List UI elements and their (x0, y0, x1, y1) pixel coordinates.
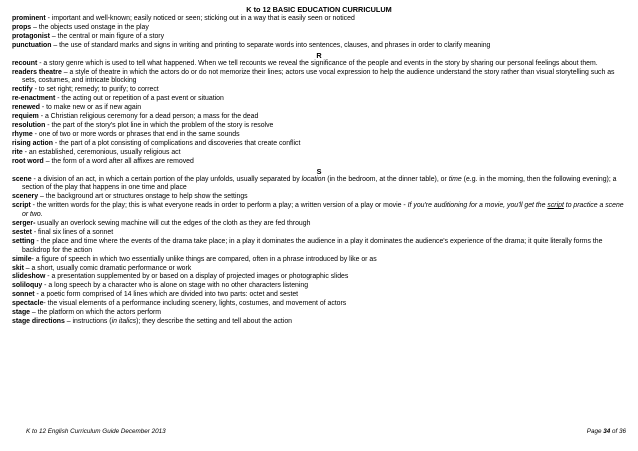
glossary-separator: – (23, 264, 32, 272)
glossary-term: scene (12, 175, 32, 183)
glossary-emphasis: time (448, 175, 462, 183)
glossary-separator: - (52, 139, 60, 147)
glossary-definition: a long speech by a character who is alone on stage with no other characters listening (48, 282, 309, 290)
glossary-definition: (in the bedroom, at the dinner table), or (325, 175, 449, 183)
glossary-separator: - (45, 273, 52, 281)
footer-guide-title: K to 12 English Curriculum Guide December 2013 (26, 428, 166, 435)
glossary-term: sestet (12, 228, 32, 236)
glossary-entry (12, 300, 626, 309)
glossary-separator: - (34, 291, 41, 299)
glossary-entry-stage-directions (12, 318, 626, 327)
glossary-term: rising action (12, 139, 53, 147)
glossary-definition: the place and time where the events of the drama take place; in a play it dominates the audience in a play it dominates the audience's experience of the drama; it quite literally forms the backdrop for the action (22, 237, 603, 254)
glossary-definition: important and well-known; easily noticed or seen; sticking out in a way that is easily seen or noticed (51, 15, 355, 22)
glossary-emphasis: in italics (111, 318, 137, 325)
glossary-entry (12, 131, 626, 140)
glossary-definition: an established, ceremonious, usually religious act (28, 148, 181, 156)
glossary-definition: the form of a word after all affixes are removed (51, 157, 194, 165)
glossary-entry (12, 60, 626, 69)
glossary-definition: a story genre which is used to tell what happened. When we tell recounts we reveal the significance of the people and events in the story by sharing our personal feelings about them. (43, 59, 598, 67)
glossary-definition: final six lines of a sonnet (38, 228, 114, 236)
glossary-definition: a style of theatre in which the actors do or do not memorize their lines; actors use vocal expression to help the audience understand the story rather than visual storytelling such as sets, costumes, and intricate blocking (22, 68, 615, 85)
glossary-section-s (12, 220, 626, 318)
glossary-entry (12, 265, 626, 274)
glossary-term: skit (12, 264, 24, 272)
glossary-separator: – (31, 23, 39, 31)
glossary-entry (12, 69, 626, 87)
glossary-term: readers theatre (12, 68, 62, 76)
glossary-definition: - a division of an act, in which a certain portion of the play unfolds, usually separated by (31, 175, 302, 183)
glossary-entry (12, 238, 626, 256)
glossary-term: punctuation (12, 41, 52, 49)
glossary-term: setting (12, 237, 35, 245)
glossary-definition: to set right; remedy; to purify; to correct (38, 86, 159, 94)
glossary-definition: the part of the story's plot line in which the problem of the story is resolve (51, 121, 274, 129)
glossary-entry (12, 95, 626, 104)
glossary-separator: – (38, 193, 46, 201)
glossary-definition: (e.g. in the morning, then the following evening); a section of the play that happens in one time and place (22, 175, 617, 192)
glossary-term: prominent (12, 15, 46, 22)
glossary-term: spectacle (12, 300, 44, 308)
glossary-term: script (12, 202, 31, 210)
glossary-definition: the visual elements of a performance including scenery, lights, costumes, and movement of actors (47, 300, 347, 308)
glossary-term: rectify (12, 86, 33, 94)
glossary-definition: the acting out or repetition of a past event or situation (61, 95, 224, 103)
glossary-definition: to make new or as if new again (46, 104, 142, 112)
glossary-separator: – (43, 157, 52, 165)
glossary-separator: - (32, 130, 39, 138)
glossary-term: protagonist (12, 32, 50, 40)
glossary-term: stage directions (12, 318, 65, 325)
glossary-entry (12, 24, 626, 33)
glossary-term: stage (12, 309, 31, 317)
glossary-term: renewed (12, 104, 40, 112)
glossary-separator: - (32, 86, 39, 94)
glossary-separator: – (51, 41, 60, 49)
glossary-separator: – (61, 68, 70, 76)
glossary-entry (12, 15, 626, 24)
footer-page-prefix: Page (586, 428, 604, 435)
glossary-separator: - (34, 237, 41, 245)
glossary-example: to practice a scene or two. (22, 202, 624, 219)
glossary-term: resolution (12, 121, 46, 129)
glossary-entry (12, 33, 626, 42)
glossary-separator: - (22, 148, 29, 156)
glossary-term: requiem (12, 113, 39, 121)
glossary-term: rite (12, 148, 23, 156)
glossary-entry (12, 113, 626, 122)
glossary-separator: - (45, 121, 52, 129)
glossary-definition: - the written words for the play; this is what everyone reads in order to perform a play; a written version of a play or movie - (30, 202, 408, 210)
glossary-separator: - (38, 113, 45, 121)
glossary-separator: - (55, 95, 62, 103)
glossary-definition: the central or main figure of a story (57, 32, 165, 40)
glossary-term: re-enactment (12, 95, 56, 103)
glossary-entry (12, 42, 626, 51)
glossary-definition: the platform on which the actors perform (37, 309, 162, 317)
glossary-definition: usually an overlock sewing machine will cut the edges of the cloth as they are fed through (37, 220, 311, 228)
glossary-term: slideshow (12, 273, 46, 281)
glossary-separator: – (49, 32, 58, 40)
glossary-term: scenery (12, 193, 39, 201)
glossary-separator: - (31, 255, 36, 263)
glossary-definition: a short, usually comic dramatic performance or work (31, 264, 192, 272)
glossary-definition: the part of a plot consisting of complications and discoveries that create conflict (59, 139, 301, 147)
glossary-separator: - (43, 300, 48, 308)
glossary-emphasis: location (301, 175, 326, 183)
glossary-separator: - (45, 15, 52, 22)
glossary-definition: a poetic form comprised of 14 lines which are divided into two parts: octet and sestet (40, 291, 299, 299)
glossary-entry-script (12, 202, 626, 220)
glossary-entry (12, 140, 626, 149)
footer-page-current: 34 (603, 428, 611, 435)
glossary-term: rhyme (12, 130, 33, 138)
glossary-entry (12, 104, 626, 113)
glossary-definition: a Christian religious ceremony for a dead person; a mass for the dead (44, 113, 259, 121)
glossary-term: props (12, 23, 32, 31)
glossary-definition: – instructions ( (64, 318, 112, 325)
glossary-definition: ); they describe the setting and tell about the action (136, 318, 293, 325)
glossary-definition: a presentation supplemented by or based on a display of projected images or photographic slides (51, 273, 349, 281)
glossary-term: simile (12, 255, 32, 263)
glossary-entry-scene (12, 176, 626, 194)
glossary-entry (12, 229, 626, 238)
section-letter-s: S (316, 166, 322, 176)
glossary-entry (12, 282, 626, 291)
glossary-entry (12, 273, 626, 282)
glossary-term: root word (12, 157, 44, 165)
glossary-definition: a figure of speech in which two essentially unlike things are compared, often in a phrase introduced by like or as (35, 255, 377, 263)
glossary-entry (12, 149, 626, 158)
page-header-title: K to 12 BASIC EDUCATION CURRICULUM (246, 5, 392, 14)
glossary-definition: one of two or more words or phrases that end in the same sounds (38, 130, 240, 138)
glossary-entry (12, 291, 626, 300)
glossary-entry (12, 86, 626, 95)
glossary-separator: - (39, 104, 47, 112)
glossary-section-p (12, 15, 626, 51)
glossary-term: soliloquy (12, 282, 43, 290)
glossary-entry-scenery (12, 193, 626, 202)
glossary-definition: the use of standard marks and signs in writing and printing to separate words into sentences, clauses, and phrases in order to clarify meaning (59, 41, 491, 49)
glossary-entry (12, 122, 626, 131)
glossary-separator: - (31, 228, 39, 236)
glossary-section-r (12, 60, 626, 167)
glossary-term: sonnet (12, 291, 35, 299)
glossary-term: recount (12, 59, 38, 67)
glossary-content (12, 15, 626, 327)
glossary-entry (12, 158, 626, 167)
glossary-term: serger- (12, 220, 36, 228)
glossary-example: If you're auditioning for a movie, you'll get the (407, 202, 548, 210)
glossary-separator: - (42, 282, 49, 290)
footer-page-number (587, 428, 626, 436)
glossary-entry (12, 309, 626, 318)
footer-page-suffix: of 36 (610, 428, 626, 435)
glossary-entry (12, 220, 626, 229)
glossary-definition: the background art or structures onstage to help show the settings (45, 193, 248, 201)
glossary-separator: - (37, 59, 44, 67)
section-letter-r: R (316, 50, 322, 60)
glossary-entry (12, 256, 626, 265)
glossary-definition: the objects used onstage in the play (38, 23, 149, 31)
glossary-separator: – (30, 309, 38, 317)
glossary-example-underlined: script (547, 202, 564, 210)
